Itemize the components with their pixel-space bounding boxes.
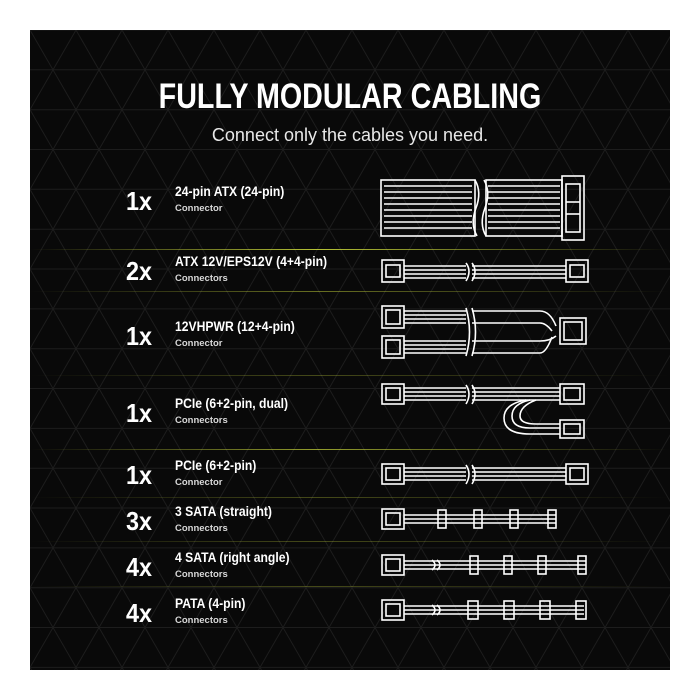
page-subtitle: Connect only the cables you need. bbox=[211, 125, 489, 145]
cable-connector-label: Connector bbox=[175, 203, 223, 214]
cable-name: ATX 12V/EPS12V (4+4-pin) bbox=[175, 254, 328, 269]
eps12v-cable-icon bbox=[380, 257, 595, 287]
cable-name: 24-pin ATX (24-pin) bbox=[175, 184, 285, 199]
row-divider bbox=[30, 497, 670, 498]
12vhpwr-cable-icon bbox=[380, 304, 595, 364]
cable-quantity: 1x bbox=[126, 460, 153, 490]
cable-name: 3 SATA (straight) bbox=[175, 504, 272, 519]
cabling-panel bbox=[30, 30, 670, 670]
cable-quantity: 1x bbox=[126, 321, 153, 351]
row-divider bbox=[30, 586, 670, 587]
pata-cable-icon bbox=[380, 597, 595, 623]
cable-connector-label: Connectors bbox=[175, 615, 228, 626]
cable-connector-label: Connectors bbox=[175, 415, 228, 426]
row-divider bbox=[30, 249, 670, 250]
pcie-cable-icon bbox=[380, 461, 595, 489]
cable-quantity: 4x bbox=[126, 598, 153, 628]
cable-quantity: 1x bbox=[126, 398, 153, 428]
atx-24pin-cable-icon bbox=[380, 172, 595, 242]
sata-straight-cable-icon bbox=[380, 506, 595, 532]
cable-name: PCIe (6+2-pin, dual) bbox=[175, 396, 289, 411]
cable-connector-label: Connector bbox=[175, 477, 223, 488]
cable-quantity: 4x bbox=[126, 552, 153, 582]
cable-connector-label: Connectors bbox=[175, 569, 228, 580]
cable-name: PCIe (6+2-pin) bbox=[175, 458, 257, 473]
row-divider bbox=[30, 449, 670, 450]
cable-connector-label: Connector bbox=[175, 338, 223, 349]
row-divider bbox=[30, 291, 670, 292]
row-divider bbox=[30, 375, 670, 376]
sata-right-angle-cable-icon bbox=[380, 552, 595, 578]
cable-connector-label: Connectors bbox=[175, 273, 228, 284]
cable-quantity: 1x bbox=[126, 186, 153, 216]
cable-quantity: 2x bbox=[126, 256, 153, 286]
cable-connector-label: Connectors bbox=[175, 523, 228, 534]
cable-quantity: 3x bbox=[126, 506, 153, 536]
cable-name: 4 SATA (right angle) bbox=[175, 550, 290, 565]
row-divider bbox=[30, 541, 670, 542]
page-title: FULLY MODULAR CABLING bbox=[158, 77, 542, 116]
pcie-dual-cable-icon bbox=[380, 382, 595, 442]
cable-name: PATA (4-pin) bbox=[175, 596, 246, 611]
cable-name: 12VHPWR (12+4-pin) bbox=[175, 319, 295, 334]
